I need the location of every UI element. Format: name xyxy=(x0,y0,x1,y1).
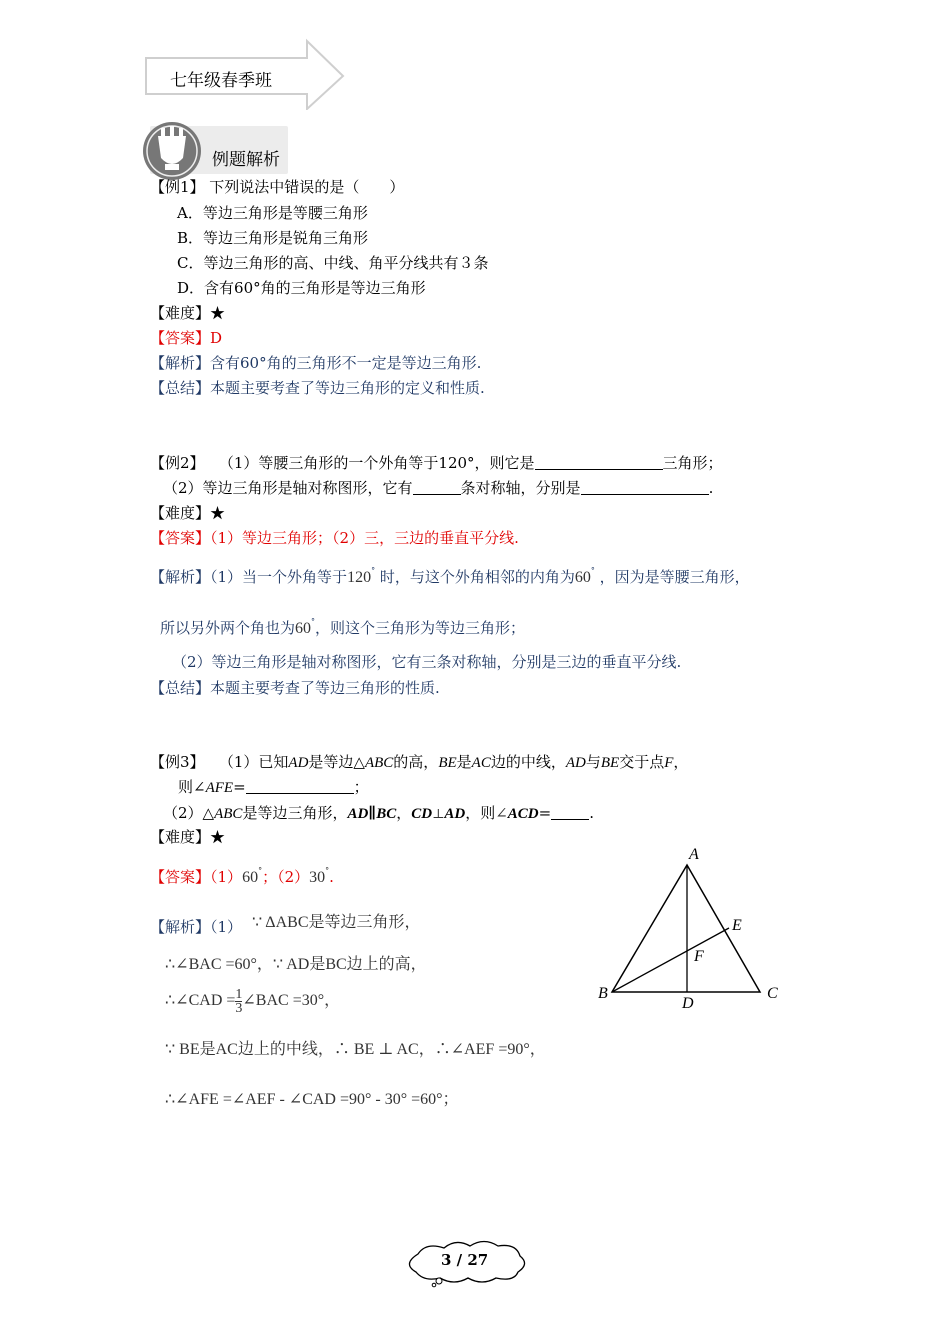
ex2-difficulty: 【难度】★ xyxy=(150,504,226,522)
label-e: E xyxy=(732,917,742,934)
label-b: B xyxy=(598,985,608,1002)
ex1-question: 【例1】 下列说法中错误的是（ ） xyxy=(150,178,405,196)
ex1-option-c: C．等边三角形的高、中线、角平分线共有３条 xyxy=(177,254,489,272)
ex3-answer: 【答案】（1）60°；（2）30°. xyxy=(150,866,334,886)
answer-blank[interactable] xyxy=(246,779,354,794)
ex3-analysis-tag: 【解析】（1） xyxy=(150,918,243,936)
ex3-q1: 【例3】 （1）已知AD是等边△ABC的高，BE是AC边的中线，AD与BE交于点F， xyxy=(150,753,689,771)
answer-blank[interactable] xyxy=(581,480,709,495)
banner-title: 七年级春季班 xyxy=(170,71,272,91)
ex1-summary: 【总结】本题主要考查了等边三角形的定义和性质. xyxy=(150,379,485,397)
ex3-q1b: 则∠AFE= ； xyxy=(178,778,369,796)
section-title: 例题解析 xyxy=(212,150,280,170)
ex1-option-b: B．等边三角形是锐角三角形 xyxy=(177,229,369,247)
ex2-answer: 【答案】（1）等边三角形；（2）三，三边的垂直平分线. xyxy=(150,529,519,547)
page-number: 3 / 27 xyxy=(441,1251,489,1269)
star-icon: ★ xyxy=(210,828,226,846)
ex1-answer: 【答案】D xyxy=(150,329,223,347)
ex3-proof-line-4: ∵ BE是AC边上的中线，∴ BE ⊥ AC，∴∠AEF =90°， xyxy=(165,1041,546,1058)
label-c: C xyxy=(767,985,778,1002)
ex3-difficulty: 【难度】★ xyxy=(150,828,226,846)
ex1-option-a: A．等边三角形是等腰三角形 xyxy=(177,204,368,222)
ex2-q1: 【例2】 （1）等腰三角形的一个外角等于120°，则它是 三角形； xyxy=(150,454,723,472)
star-icon: ★ xyxy=(210,504,226,522)
ex2-analysis-3: （2）等边三角形是轴对称图形，它有三条对称轴，分别是三边的垂直平分线. xyxy=(172,653,682,671)
ex3-proof-line-2: ∴∠BAC =60°，∵ AD是BC边上的高， xyxy=(165,956,427,973)
label-d: D xyxy=(682,995,694,1012)
median-be xyxy=(612,928,729,992)
answer-blank[interactable] xyxy=(535,455,663,470)
ex3-q2: （2）△ABC是等边三角形，AD∥BC，CD⊥AD，则∠ACD= . xyxy=(163,804,594,822)
ex2-analysis-1: 【解析】（1）当一个外角等于120° 时，与这个外角相邻的内角为60° ，因为是等腰三角形， xyxy=(150,566,750,586)
ex1-option-d: D．含有60°角的三角形是等边三角形 xyxy=(177,279,426,297)
ex2-analysis-2: 所以另外两个角也为60°，则这个三角形为等边三角形； xyxy=(160,617,526,637)
ex1-analysis: 【解析】含有60°角的三角形不一定是等边三角形. xyxy=(150,354,482,372)
fraction: $\frac{1}{3}$ xyxy=(235,986,243,1016)
star-icon: ★ xyxy=(210,304,226,322)
ex3-proof-line-3: ∴∠CAD = $\frac{1}{3}$ ∠BAC =30°， xyxy=(165,986,341,1016)
king-chess-icon xyxy=(141,120,203,182)
ex1-difficulty: 【难度】★ xyxy=(150,304,226,322)
ex3-proof-line-5: ∴∠AFE =∠AEF - ∠CAD =90° - 30° =60°； xyxy=(165,1091,459,1108)
label-a: A xyxy=(689,846,699,863)
answer-blank[interactable] xyxy=(551,805,589,820)
ex2-summary: 【总结】本题主要考查了等边三角形的性质. xyxy=(150,679,440,697)
triangle-figure xyxy=(590,840,790,1015)
label-f: F xyxy=(694,948,704,965)
ex3-proof-line-1: ∵ ΔABC是等边三角形， xyxy=(252,914,421,931)
ex2-q2: （2）等边三角形是轴对称图形，它有 条对称轴，分别是 . xyxy=(163,479,714,497)
answer-blank[interactable] xyxy=(413,480,461,495)
